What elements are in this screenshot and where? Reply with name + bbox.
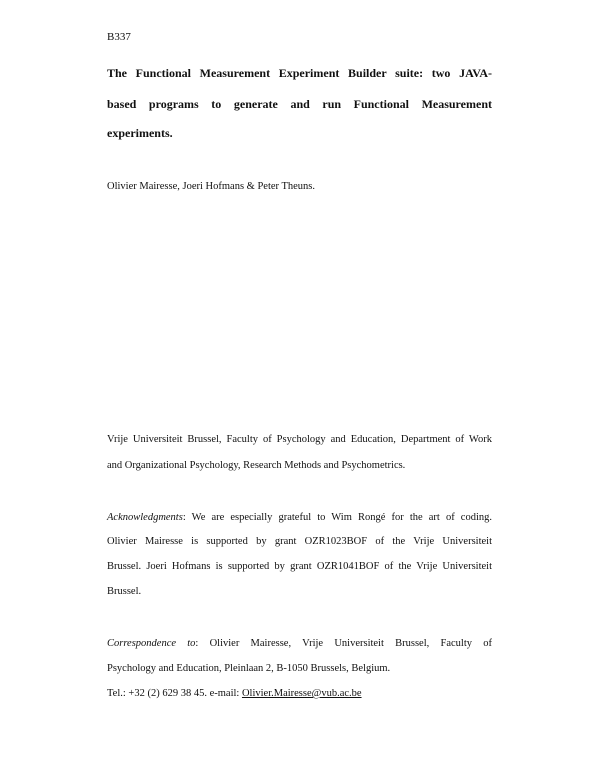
acknowledgments-line-1 bbox=[107, 512, 492, 523]
acknowledgments-line-4: Brussel. bbox=[107, 586, 142, 597]
correspondence-label: Correspondence to bbox=[107, 638, 196, 649]
correspondence-text: : Olivier Mairesse, Vrije Universiteit Brussel, Faculty of bbox=[195, 638, 492, 649]
acknowledgments-line-3: Brussel. Joeri Hofmans is supported by grant OZR1041BOF of the Vrije Universiteit bbox=[107, 561, 492, 572]
affiliation-line-1: Vrije Universiteit Brussel, Faculty of Psychology and Education, Department of Work bbox=[107, 434, 492, 445]
acknowledgments-line-2: Olivier Mairesse is supported by grant OZR1023BOF of the Vrije Universiteit bbox=[107, 536, 492, 547]
title-line-2: based programs to generate and run Functional Measurement bbox=[107, 97, 492, 111]
correspondence-line-2: Psychology and Education, Pleinlaan 2, B-1050 Brussels, Belgium. bbox=[107, 663, 391, 674]
author-list: Olivier Mairesse, Joeri Hofmans & Peter Theuns. bbox=[107, 181, 316, 192]
correspondence-line-1 bbox=[107, 638, 492, 649]
document-code: B337 bbox=[107, 31, 131, 43]
email-link[interactable]: Olivier.Mairesse@vub.ac.be bbox=[241, 688, 362, 699]
title-line-3: experiments. bbox=[107, 126, 173, 140]
telephone-text: Tel.: +32 (2) 629 38 45. e-mail: bbox=[107, 688, 242, 699]
acknowledgments-text: : We are especially grateful to Wim Rongé for the art of coding. bbox=[182, 512, 492, 523]
acknowledgments-label: Acknowledgments bbox=[107, 512, 183, 523]
contact-line bbox=[107, 688, 492, 699]
affiliation-line-2: and Organizational Psychology, Research Methods and Psychometrics. bbox=[107, 460, 406, 471]
title-line-1: The Functional Measurement Experiment Builder suite: two JAVA- bbox=[107, 66, 492, 80]
